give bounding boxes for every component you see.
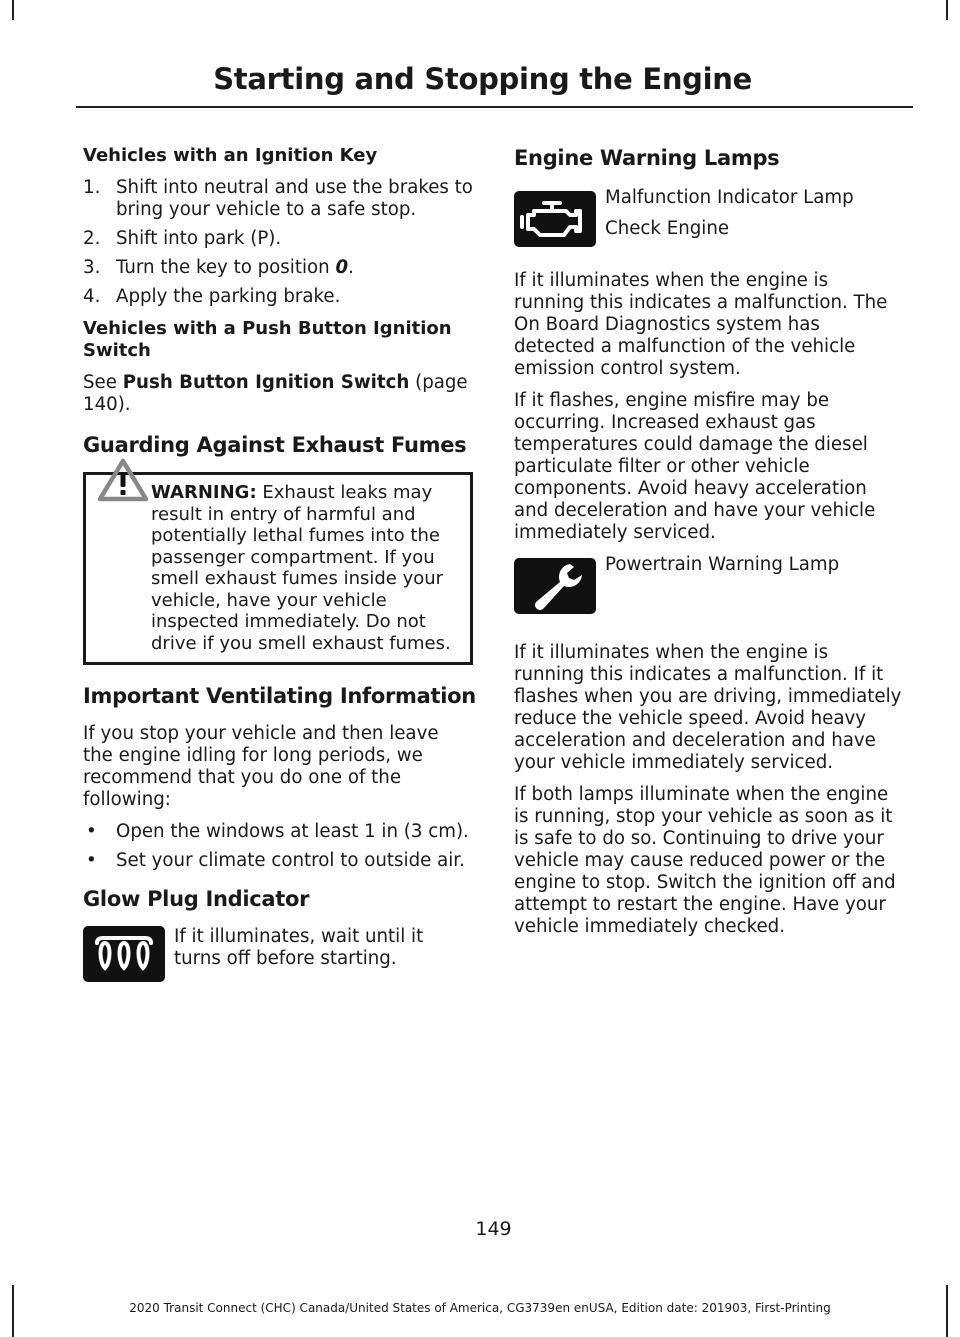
list-item	[83, 177, 473, 221]
cross-reference-link[interactable]: Push Button Ignition Switch	[122, 372, 410, 393]
crop-mark-top-left	[12, 0, 14, 20]
list-item	[83, 257, 473, 279]
step-text: Apply the parking brake.	[116, 286, 341, 307]
powertrain-row	[514, 554, 904, 634]
powertrain-label: Powertrain Warning Lamp	[605, 554, 840, 575]
ventilating-heading: Important Ventilating Information	[83, 684, 476, 708]
key-position-value: 0	[335, 257, 349, 278]
page-number: 149	[475, 1218, 512, 1240]
step-text-end: .	[348, 257, 354, 278]
warning-text: Exhaust leaks may result in entry of harmful and potentially lethal fumes into the passenger compartment. If you smell exhaust fumes inside your vehicle, have your vehicle inspected immediately. Do not drive if you smell exhaust fumes.	[151, 482, 451, 654]
exhaust-heading: Guarding Against Exhaust Fumes	[83, 433, 467, 457]
bullet: •	[86, 821, 97, 842]
mil-paragraph-2: If it flashes, engine misfire may be occurring. Increased exhaust gas temperatures could damage the diesel particulate filter or other vehicle components. Avoid heavy acceleration and deceleration and have your vehicle immediately serviced.	[514, 390, 876, 543]
bullet: •	[86, 850, 97, 871]
warning-label: WARNING:	[151, 482, 257, 503]
list-item	[83, 821, 473, 843]
bullet-text: Set your climate control to outside air.	[116, 850, 465, 871]
glow-plug-text: If it illuminates, wait until it turns off before starting.	[174, 926, 424, 969]
mil-label: Malfunction Indicator Lamp	[605, 187, 854, 208]
crop-mark-top-right	[946, 0, 948, 20]
glow-plug-row	[83, 926, 473, 1010]
list-item	[83, 850, 473, 872]
left-column	[83, 145, 476, 1018]
step-number: 4.	[83, 286, 101, 307]
list-item	[83, 286, 473, 308]
step-text: Shift into park (P).	[116, 228, 282, 249]
step-number: 1.	[83, 177, 101, 198]
footer-edition: 2020 Transit Connect (CHC) Canada/United States of America, CG3739en enUSA, Edition date: 201903, First-Printing	[129, 1301, 831, 1315]
glow-plug-heading: Glow Plug Indicator	[83, 887, 310, 911]
ignition-key-steps	[83, 177, 473, 308]
see-prefix: See	[83, 372, 123, 393]
bullet-text: Open the windows at least 1 in (3 cm).	[116, 821, 469, 842]
ignition-key-heading: Vehicles with an Ignition Key	[83, 145, 378, 166]
check-engine-label: Check Engine	[605, 218, 730, 239]
push-button-heading: Vehicles with a Push Button Ignition Switch	[83, 318, 452, 361]
page-title: Starting and Stopping the Engine	[213, 62, 752, 96]
ventilating-intro: If you stop your vehicle and then leave the engine idling for long periods, we recommend that you do one of the following:	[83, 723, 439, 810]
wrench-icon	[514, 558, 596, 614]
warning-triangle-icon	[97, 458, 149, 502]
engine-warning-heading: Engine Warning Lamps	[514, 146, 780, 170]
check-engine-icon	[514, 191, 596, 247]
powertrain-paragraph-2: If both lamps illuminate when the engine is running, stop your vehicle as soon as it is safe to do so. Continuing to drive your vehicle may cause reduced power or the engine to stop. Switch the ignition off and attempt to restart the engine. Have your vehicle immediately checked.	[514, 784, 896, 937]
mil-paragraph-1: If it illuminates when the engine is running this indicates a malfunction. The On Board Diagnostics system has detected a malfunction of the vehicle emission control system.	[514, 270, 888, 379]
right-column	[514, 145, 904, 948]
ventilating-bullets	[83, 821, 473, 872]
glow-plug-icon	[83, 926, 165, 982]
header-divider	[76, 106, 913, 108]
powertrain-paragraph-1: If it illuminates when the engine is running this indicates a malfunction. If it flashes when you are driving, immediately reduce the vehicle speed. Avoid heavy acceleration and deceleration and have your vehicle immediately serviced.	[514, 642, 902, 773]
step-number: 3.	[83, 257, 101, 278]
step-text: Turn the key to position	[116, 257, 336, 278]
warning-box	[83, 472, 473, 665]
page-reference: (page 140).	[83, 372, 468, 415]
step-text: Shift into neutral and use the brakes to bring your vehicle to a safe stop.	[116, 177, 473, 220]
list-item	[83, 228, 473, 250]
mil-row	[514, 187, 904, 262]
push-button-reference	[83, 372, 473, 416]
warning-first-line	[93, 482, 463, 654]
step-number: 2.	[83, 228, 101, 249]
